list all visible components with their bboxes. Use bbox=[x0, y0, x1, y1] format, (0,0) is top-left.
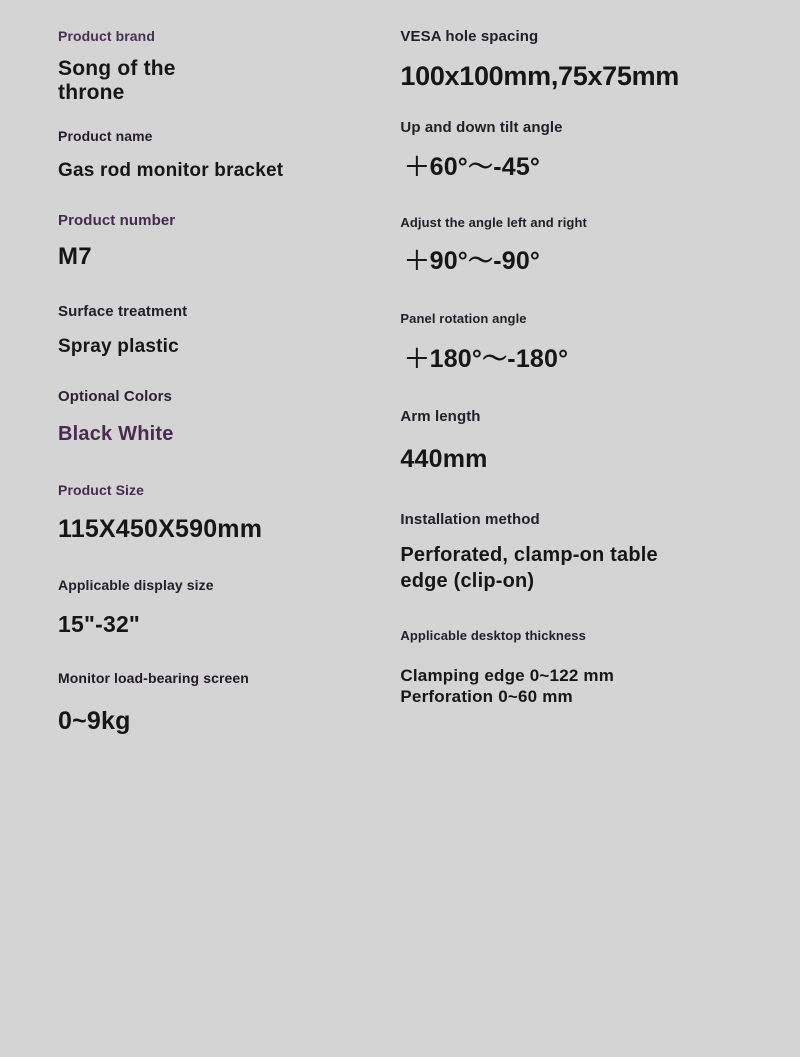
spec-label: Installation method bbox=[400, 510, 540, 528]
spec-product-size bbox=[58, 482, 390, 545]
spec-value: ＋60°～-45° bbox=[404, 153, 541, 182]
spec-value: Black White bbox=[58, 422, 174, 445]
spec-columns bbox=[10, 28, 790, 746]
spec-label: Arm length bbox=[400, 408, 481, 426]
spec-label: Product Size bbox=[58, 481, 144, 498]
spec-value: ＋90°～-90° bbox=[404, 247, 541, 276]
spec-value: 0~9kg bbox=[58, 706, 131, 735]
spec-product-brand bbox=[58, 28, 390, 106]
spec-panel-rotation-angle bbox=[400, 311, 790, 375]
spec-column-left bbox=[10, 28, 390, 746]
spec-column-right bbox=[390, 28, 790, 718]
spec-optional-colors bbox=[58, 388, 390, 446]
spec-installation-method bbox=[400, 511, 790, 595]
spec-value: Gas rod monitor bracket bbox=[58, 159, 284, 181]
spec-label: Applicable desktop thickness bbox=[400, 628, 586, 644]
spec-applicable-display-size bbox=[58, 577, 390, 639]
spec-value: Song of the throne bbox=[58, 56, 176, 105]
spec-product-number bbox=[58, 212, 390, 271]
spec-value: 100x100mm,75x75mm bbox=[400, 60, 680, 91]
spec-monitor-load-bearing bbox=[58, 670, 390, 736]
spec-label: Product brand bbox=[58, 28, 155, 44]
spec-swivel-angle bbox=[400, 215, 790, 277]
spec-label: Optional Colors bbox=[58, 388, 172, 406]
spec-label: Adjust the angle left and right bbox=[400, 214, 587, 230]
spec-label: Up and down tilt angle bbox=[400, 118, 563, 136]
spec-value: 15"-32" bbox=[58, 611, 141, 637]
spec-tilt-angle bbox=[400, 119, 790, 183]
spec-value: Clamping edge 0~122 mm Perforation 0~60 mm bbox=[400, 665, 615, 707]
spec-value: 115X450X590mm bbox=[58, 515, 263, 543]
spec-label: Panel rotation angle bbox=[400, 310, 527, 326]
spec-label: Applicable display size bbox=[58, 576, 214, 593]
spec-value: ＋180°～-180° bbox=[404, 344, 569, 373]
spec-label: Product number bbox=[58, 211, 176, 229]
spec-arm-length bbox=[400, 408, 790, 474]
spec-value: M7 bbox=[58, 242, 92, 270]
spec-label: Surface treatment bbox=[58, 303, 188, 320]
spec-value: Spray plastic bbox=[58, 335, 179, 357]
spec-label: Product name bbox=[58, 128, 153, 145]
spec-vesa-hole-spacing bbox=[400, 28, 790, 93]
spec-product-name bbox=[58, 128, 390, 182]
spec-value: Perforated, clamp-on table edge (clip-on) bbox=[400, 544, 658, 593]
spec-value: 440mm bbox=[400, 445, 488, 474]
spec-surface-treatment bbox=[58, 303, 390, 358]
spec-label: Monitor load-bearing screen bbox=[58, 670, 249, 687]
spec-label: VESA hole spacing bbox=[400, 28, 539, 45]
spec-desktop-thickness bbox=[400, 628, 790, 708]
